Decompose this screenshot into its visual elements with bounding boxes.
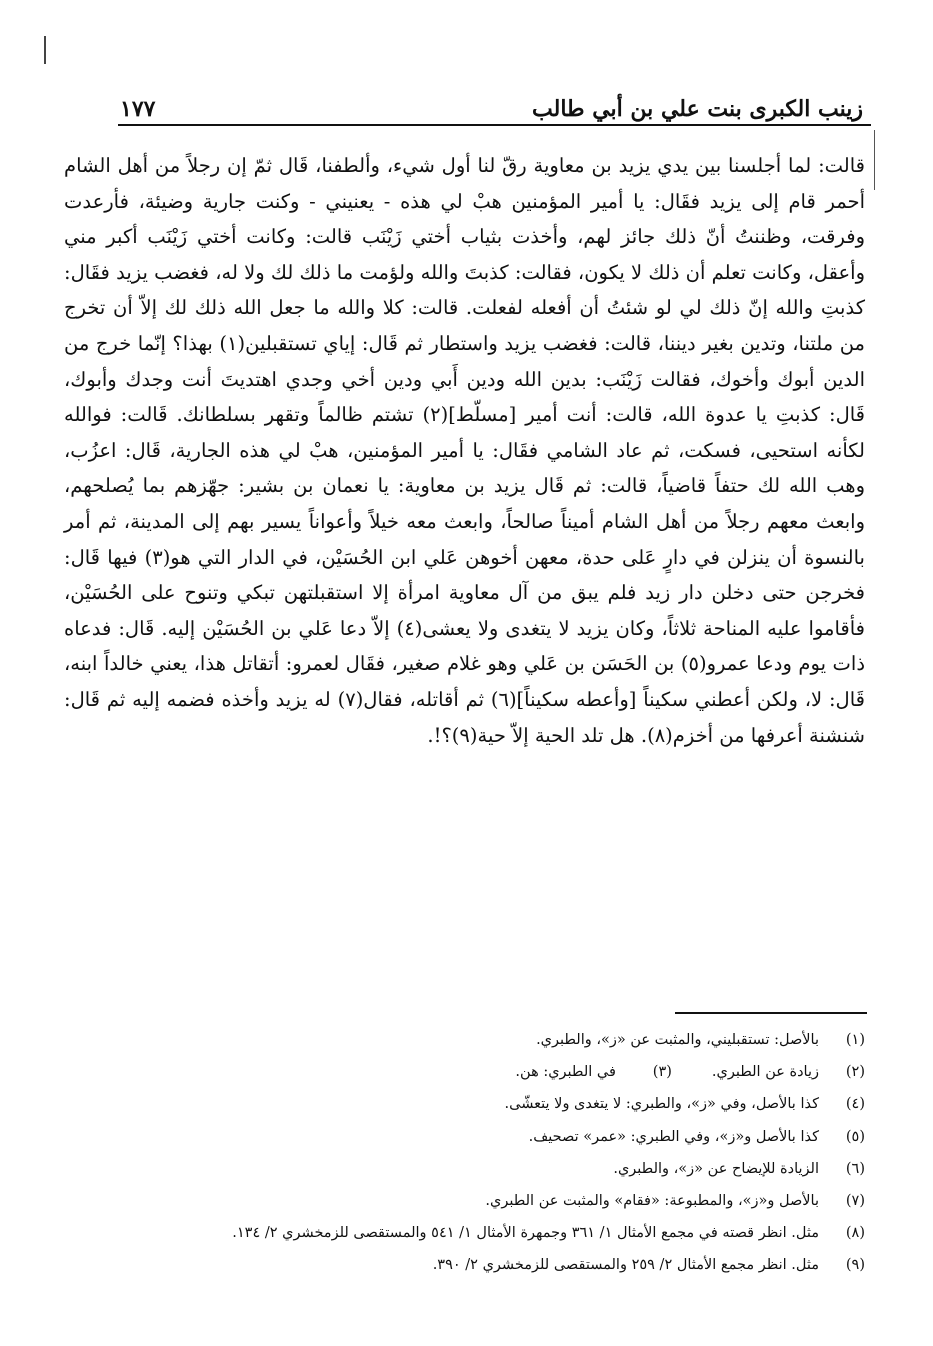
footnote-number: (٤): [845, 1096, 865, 1113]
footnote-number: (٥): [845, 1128, 865, 1145]
footnote-number: (٩): [845, 1257, 865, 1274]
header-rule: [118, 124, 871, 126]
main-paragraph: قالت: لما أجلسنا بين يدي يزيد بن معاوية رقّ لنا أول شيء، وألطفنا، قَال ثمّ إن رجلاً من أهل الشام أحمر قام إلى يزيد فقَال: يا أمير المؤمنين هبْ لي هذه - يعنيني - وكنت جارية وضيئة، فأرعدت وفرقت، وظننتُ أنّ ذلك جائز لهم، وأخذت بثياب أختي زَيْنَب قالت: وكانت أختي زَيْنَب أكبر مني وأعقل، وكانت تعلم أن ذلك لا يكون، فقالت: كذبتَ والله ولؤمت ما ذلك لك ولا له، فغضب يزيد فقَال: كذبتِ والله إنّ ذلك لي لو شئتُ أن أفعله لفعلت. قالت: كلا والله ما جعل الله ذلك لك إلاّ أن تخرج من ملتنا، وتدين بغير ديننا، قالت: فغضب يزيد واستطار ثم قَال: إياي تستقبلين(١) بهذا؟ إنّما خرج من الدين أبوك وأخوك، فقالت زَيْنَب: بدين الله ودين أَبي ودين أخي وجدي اهتديتَ أنت وجدك وأبوك، قَال: كذبتِ يا عدوة الله، قالت: أنت أمير [مسلّط](٢) تشتم ظالماً وتقهر بسلطانك. قَالت: فوالله لكأنه استحيى، فسكت، ثم عاد الشامي فقَال: يا أمير المؤمنين، هبْ لي هذه الجارية، قَال: اعزُب، وهب الله لك حتفاً قاضياً، قالت: ثم قَال يزيد بن معاوية: يا نعمان بن بشير: جهّزهم بما يُصلحهم، وابعث معهم رجلاً من أهل الشام أميناً صالحاً، وابعث معه خيلاً وأعواناً يسير بهم إلى المدينة، ثم أمر بالنسوة أن ينزلن في دارٍ عَلى حدة، معهن أخوهن عَلي ابن الحُسَيْن، في الدار التي هو(٣) فيها قَال: فخرجن حتى دخلن دار زيد فلم يبق من آل معاوية امرأة إلا استقبلتهن تبكي وتنوح على الحُسَيْن، فأقاموا عليه المناحة ثلاثاً، وكان يزيد لا يتغدى ولا يعشى(٤) إلاّ دعا عَلي بن الحُسَيْن إليه. قَال: فدعاه ذات يوم ودعا عمرو(٥) بن الحَسَن بن عَلي وهو غلام صغير، فقَال لعمرو: أتقاتل هذا، يعني خالداً ابنه، قَال: لا، ولكن أعطني سكيناً [وأعطه سكيناً](٦) ثم أقاتله، فقال(٧) له يزيد وأخذه فضمه إليه ثم قَال: شنشنة أعرفها من أخزم(٨). هل تلد الحية إلاّ حية(٩)؟!.: [64, 154, 866, 747]
footnote-text: مثل. انظر قصته في مجمع الأمثال ١/ ٣٦١ وجمهرة الأمثال ١/ ٥٤١ والمستقصى للزمخشري ٢/ ١٣٤.: [232, 1225, 819, 1242]
running-title: زينب الكبرى بنت علي بن أبي طالب: [532, 96, 863, 122]
footnote-2: [60, 1056, 865, 1088]
footnote-text: بالأصل: تستقبليني، والمثبت عن «ز»، والطبري.: [536, 1032, 819, 1048]
footnote-7: [60, 1185, 865, 1217]
footnote-number: (٨): [845, 1225, 865, 1242]
footnote-number: (١): [845, 1032, 865, 1048]
page-number: ١٧٧: [120, 96, 156, 122]
footnote-number: (٦): [845, 1160, 865, 1177]
footnote-text: في الطبري: هن.: [515, 1064, 616, 1081]
footnote-4: [60, 1088, 865, 1120]
footnote-number: (٧): [845, 1193, 865, 1210]
footnote-number: (٣): [652, 1064, 672, 1081]
footnote-5: [60, 1121, 865, 1153]
footnote-text: مثل. انظر مجمع الأمثال ٢/ ٢٥٩ والمستقصى للزمخشري ٢/ ٣٩٠.: [432, 1257, 819, 1274]
footnote-text: بالأصل و«ز»، والمطبوعة: «فقام» والمثبت عن الطبري.: [485, 1193, 819, 1210]
footnote-9: [60, 1249, 865, 1281]
margin-rule: [874, 130, 875, 190]
footnote-1: [60, 1024, 865, 1056]
footnotes: [60, 1024, 865, 1282]
footnote-separator: [675, 1012, 867, 1014]
footnote-text: الزيادة للإيضاح عن «ز»، والطبري.: [613, 1160, 819, 1177]
footnote-text: كذا بالأصل، وفي «ز»، والطبري: لا يتغدى ولا يتعشّى.: [504, 1096, 819, 1113]
page-header: [120, 86, 863, 120]
scan-edge-mark: [44, 36, 46, 64]
footnote-text: كذا بالأصل و«ز»، وفي الطبري: «عمر» تصحيف.: [528, 1128, 819, 1145]
footnote-number: (٢): [845, 1064, 865, 1081]
footnote-text: زيادة عن الطبري.: [711, 1064, 819, 1081]
footnote-6: [60, 1153, 865, 1185]
main-text: [64, 148, 865, 753]
footnote-8: [60, 1217, 865, 1249]
footnote-gap: [672, 1056, 712, 1088]
